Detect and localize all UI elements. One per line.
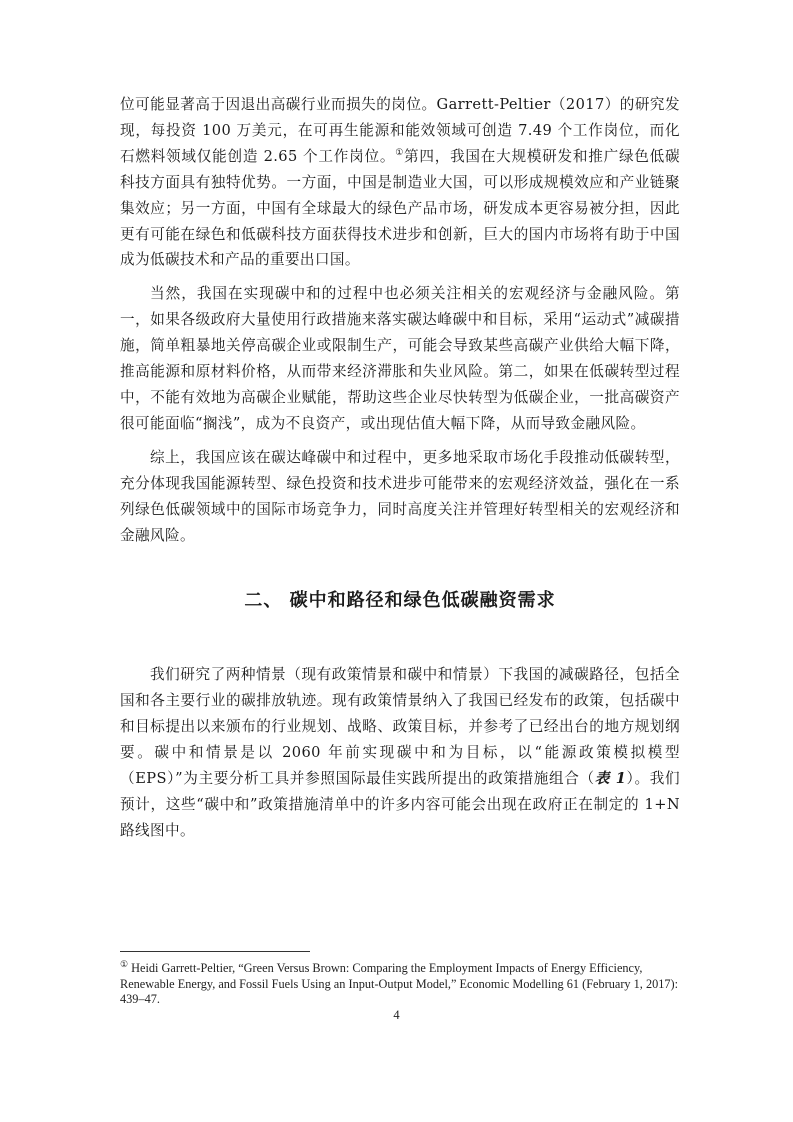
table-reference-link[interactable]: 表 1: [594, 770, 627, 788]
paragraph-text: 第四，我国在大规模研发和推广绿色低碳科技方面具有独特优势。一方面，中国是制造业大国，可以形成规模效应和产业链聚集效应；另一方面，中国有全球最大的绿色产品市场，研发成本更容易被分担，因此更有可能在绿色和低碳科技方面获得技术进步和创新，巨大的国内市场将有助于中国成为低碳技术和产品的重要出口国。: [120, 147, 680, 269]
paragraph-text: 位可能显著高于因退出高碳行业而损失的岗位。Garrett-Peltier（2017）的研究发现，每投资 100 万美元，在可再生能源和能效领域可创造 7.49 个工作岗位，而化石燃料领域仅能创造 2.65 个工作岗位。: [120, 96, 680, 165]
paragraph-text: 我们研究了两种情景（现有政策情景和碳中和情景）下我国的减碳路径，包括全国和各主要行业的碳排放轨迹。现有政策情景纳入了我国已经发布的政策，包括碳中和目标提出以来颁布的行业规划、战略、政策目标，并参考了已经出台的地方规划纲要。碳中和情景是以 2060 年前实现碳中和为目标，以“能源政策模拟模型（EPS）”为主要分析工具并参照国际最佳实践所提出的政策措施组合（: [120, 666, 680, 788]
paragraph-summary: 综上，我国应该在碳达峰碳中和过程中，更多地采取市场化手段推动低碳转型，充分体现我国能源转型、绿色投资和技术进步可能带来的宏观经济效益，强化在一系列绿色低碳领域中的国际市场竞争力，同时高度关注并管理好转型相关的宏观经济和金融风险。: [120, 448, 680, 544]
paragraph-risks: 当然，我国在实现碳中和的过程中也必须关注相关的宏观经济与金融风险。第一，如果各级政府大量使用行政措施来落实碳达峰碳中和目标，采用“运动式”减碳措施，简单粗暴地关停高碳企业或限制生产，可能会导致某些高碳产业供给大幅下降，推高能源和原材料价格，从而带来经济滞胀和失业风险。第二，如果在低碳转型过程中，不能有效地为高碳企业赋能，帮助这些企业尽快转型为低碳企业，一批高碳资产很可能面临“搁浅”，成为不良资产，或出现估值大幅下降，从而导致金融风险。: [120, 285, 680, 432]
page-body: [120, 92, 680, 844]
footnote: [120, 958, 680, 1008]
paragraph-scenarios: [120, 662, 680, 843]
paragraph-text: ）。我们预计，这些“碳中和”政策措施清单中的许多内容可能会出现在政府正在制定的 1+N 路线图中。: [120, 770, 680, 839]
section-heading: 二、 碳中和路径和绿色低碳融资需求: [244, 590, 556, 612]
footnote-mark: ①: [120, 958, 129, 969]
footnote-reference[interactable]: ①: [395, 147, 405, 158]
footnote-text: Heidi Garrett-Peltier, “Green Versus Brown: Comparing the Employment Impacts of Energy Efficiency, Renewable Energy, and Fossil Fuels Using an Input-Output Model,” Economic Modelling 61 (February 1, 2017): 439–47.: [120, 961, 679, 1006]
page-number: 4: [393, 1008, 400, 1022]
footnote-divider: [120, 951, 310, 952]
paragraph-employment: [120, 92, 680, 273]
